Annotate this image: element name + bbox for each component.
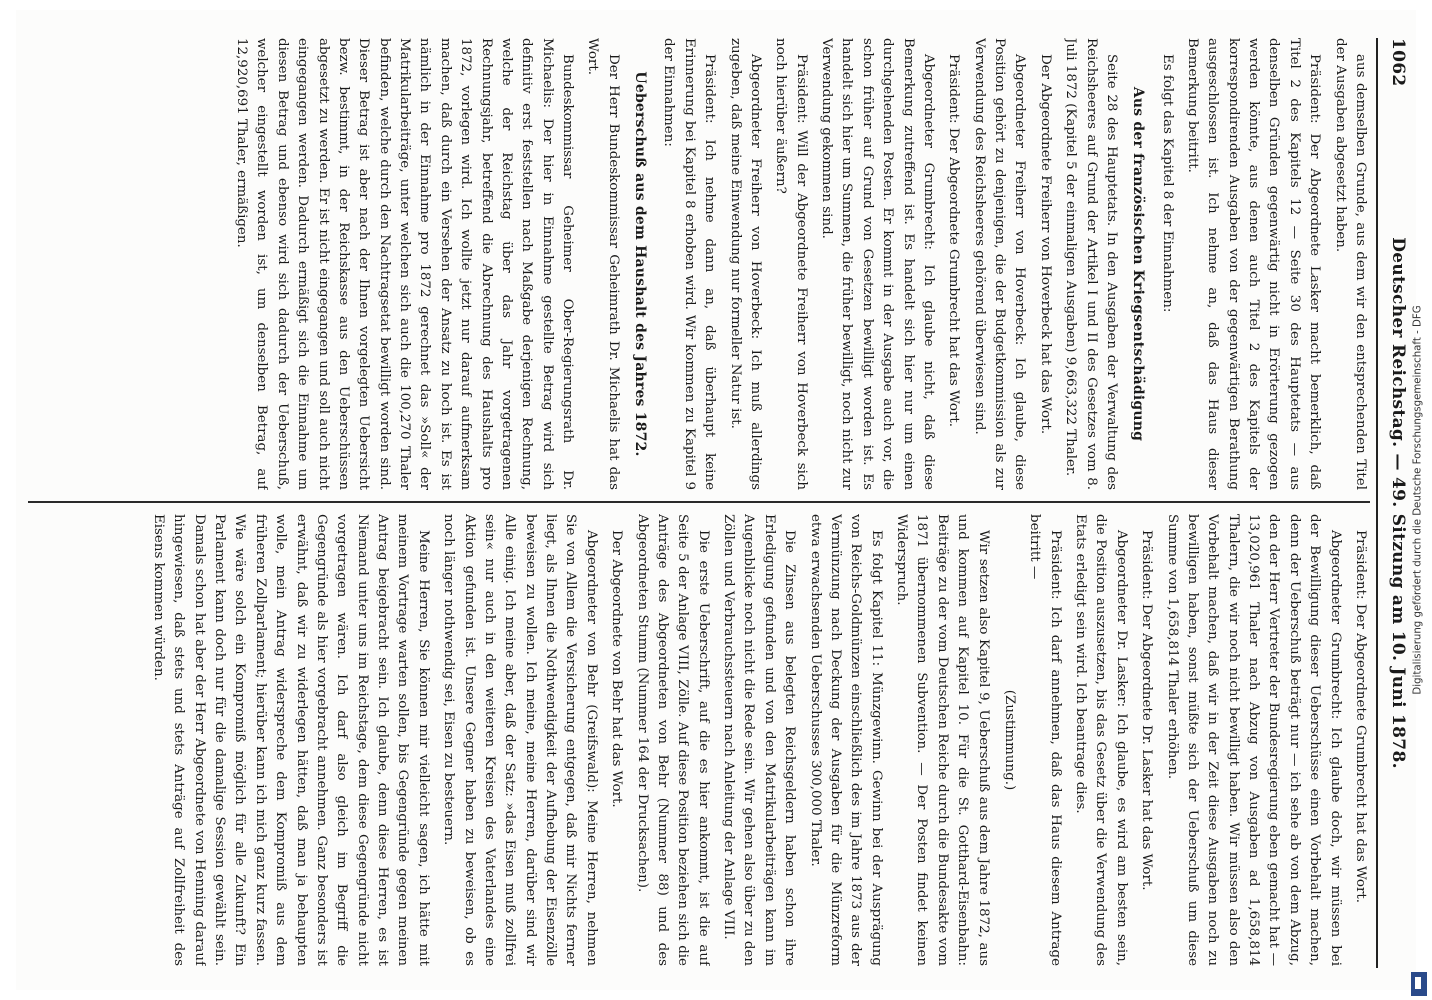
right-column	[28, 514, 1370, 966]
paragraph: Der Abgeordnete Freiherr von Hoverbeck hat das Wort.	[1037, 54, 1053, 435]
paragraph: Abgeordneter Dr. Lasker: Ich glaube, es wird am besten sein, die Position auszusetzen, bis das Gesetz über die Verwendung des Etats erledigt sein wird. Ich beantrage dies.	[1073, 514, 1129, 966]
paragraph: Präsident: Der Abgeordnete Dr. Lasker hat das Wort.	[1139, 530, 1155, 891]
paragraph: Es folgt Kapitel 11: Münzgewinn. Gewinn bei der Ausprägung von Reichs-Goldmünzen einschließlich des im Jahre 1873 aus der Vermünzung nach Deckung der Ausgaben für die Münzreform etwa erwachsenden Ueberschusses 300,000 Thaler.	[807, 514, 884, 966]
paragraph: Die erste Ueberschrift, auf die es hier ankommt, ist die auf Seite 5 der Anlage VIII, Zölle. Auf diese Position beziehen sich die Anträge des Abgeordneten von Behr (Nummer 88) und des Abgeordneten Stumm (Nummer 164 der Drucksachen).	[634, 514, 711, 966]
paragraph: Präsident: Ich nehme dann an, daß überhaupt keine Erinnerung bei Kapitel 8 erhoben wird. Wir kommen zu Kapitel 9 der Einnahmen:	[661, 38, 718, 490]
header-rule	[1376, 38, 1378, 968]
dfg-logo-icon	[1411, 972, 1427, 996]
section-heading: Aus der französischen Kriegsentschädigung	[1130, 86, 1147, 442]
paragraph: Präsident: Ich darf annehmen, daß das Haus diesem Antrage beitritt —	[1027, 514, 1063, 966]
left-column	[28, 38, 1370, 490]
paragraph: Abgeordneter von Behr (Greifswald): Meine Herren, nehmen Sie von Allem die Versicherung entgegen, daß mir Nichts ferner liegt, als Ihnen die Nothwendigkeit der Aufhebung der Eisenzölle beweisen zu wollen. Ich meine, meine Herren, darüber sind wir Alle einig. Ich meine aber, daß der Satz: »das Eisen muß zollfrei sein« nur auch in den weiteren Kreisen des Vaterlandes eine Aktion gefunden ist. Unsere Gegner haben zu beweisen, ob es noch länger nothwendig sei, Eisen zu besteuern.	[441, 514, 599, 966]
interjection: (Zustimmung.)	[1002, 689, 1017, 791]
column-divider	[28, 501, 1370, 503]
page-number: 1062	[1388, 38, 1408, 87]
credit-text: Digitalisierung gefördert durch die Deutsche Forschungsgemeinschaft - DFG	[1412, 305, 1424, 695]
paragraph: Meine Herren, Sie können mir vielleicht sagen, ich hätte mit meinem Vortrage warten sollen, bis Gegengründe gegen meinen Antrag beigebracht sein. Ich glaube, denn diese Herren, es ist Niemand unter uns im Reichstage, dem diese Gegengründe nicht vorgetragen wären. Ich darf also gleich im Begriff die Gegengründe als hier vorgebracht annehmen. Ganz besonders ist erwähnt, daß wir zu widerlegen hätten, daß man ja behaupten wolle, mein Antrag widerspreche dem Kompromiß aus dem früheren Zollparlament; hierüber kann ich mich ganz kurz fassen. Wie wäre solch ein Kompromiß möglich für alle Zukunft? Ein Parlament kann doch nur für die damalige Session gewählt sein. Damals schon hat aber der Herr Abgeordnete von Henning darauf hingewiesen, daß stets und stets Anträge auf Zollfreiheit des Eisens kommen würden.	[151, 514, 431, 966]
header-title: Deutscher Reichstag. — 49. Sitzung am 10. Juni 1878.	[1388, 237, 1408, 769]
paragraph: Präsident: Der Abgeordnete Grumbrecht hat das Wort.	[946, 54, 962, 427]
paragraph: aus demselben Grunde, aus dem wir den entsprechenden Titel der Ausgaben abgesetzt haben.	[1332, 38, 1368, 490]
paragraph: Abgeordneter Freiherr von Hoverbeck: Ich glaube, diese Position gehört zu denjenigen, die der Budgetkommission als zur Verwendung des Reichsheeres gehörend überwiesen sind.	[971, 38, 1028, 490]
paragraph: Die Zinsen aus belegten Reichsgeldern haben schon ihre Erledigung gefunden und von den Matrikularbeiträgen kann im Augenblicke noch nicht die Rede sein. Wir gehen also über zu den Zöllen und Verbrauchssteuern nach Anleitung der Anlage VIII.	[721, 514, 798, 966]
paragraph: Abgeordneter Grumbrecht: Ich glaube nicht, daß diese Bemerkung zutreffend ist. Es handelt sich hier nur um einen durchgehenden Posten. Er kommt in der Ausgabe auch vor, die schon früher auf Grund von Gesetzen bewilligt worden ist. Es handelt sich hier um Summen, die früher bewilligt, noch nicht zur Verwendung gekommen sind.	[819, 38, 936, 490]
paragraph: Es folgt das Kapitel 8 der Einnahmen:	[1159, 54, 1175, 313]
paragraph: Abgeordneter Freiherr von Hoverbeck: Ich muß allerdings zugeben, daß meine Einwendung nur formeller Natur ist.	[727, 38, 763, 490]
paragraph: Seite 28 des Hauptetats. In den Ausgaben der Verwaltung des Reichsheeres auf Grund der Artikel I und II des Gesetzes vom 8. Juli 1872 (Kapitel 5 der einmaligen Ausgaben) 9,663,322 Thaler.	[1063, 38, 1119, 490]
paragraph: Der Herr Bundeskommissar Geheimrath Dr. Michaelis hat das Wort.	[585, 38, 621, 490]
paragraph: Der Abgeordnete von Behr hat das Wort.	[609, 530, 625, 808]
digitization-credit	[1409, 12, 1427, 988]
paragraph: Präsident: Der Abgeordnete Grumbrecht hat das Wort.	[1353, 530, 1368, 903]
paragraph: Präsident: Will der Abgeordnete Freiherr von Hoverbeck sich noch hierüber äußern?	[773, 38, 809, 490]
document-page	[16, 10, 1416, 990]
paragraph: Abgeordneter Grumbrecht: Ich glaube doch, wir müssen bei der Bewilligung dieser Ueberschüsse einen Vorbehalt machen, denn der Ueberschuß beträgt nur — ich sehe ab von dem Abzug, den der Herr Vertreter der Bundesregierung eben gemacht hat — 13,020,961 Thaler nach Abzug von Ausgaben ad 1,658,814 Thalern, die wir noch nicht bewilligt haben. Wir müssen also den Vorbehalt machen, daß wir in der Zeit diese Ausgaben noch zu bewilligen haben, sonst müßte sich der Ueberschuß um diese Summe von 1,658,814 Thaler erhöhen.	[1164, 514, 1343, 966]
running-header	[1382, 38, 1408, 968]
section-heading: Ueberschuß aus dem Haushalt des Jahres 1872.	[632, 71, 649, 457]
paragraph: Wir setzen also Kapitel 9, Ueberschuß aus dem Jahre 1872, aus und kommen auf Kapitel 10. Für die St. Gotthard-Eisenbahn: Beiträge zu der vom Deutschen Reiche durch die Bundesakte vom 1871 übernommenen Subvention. — Der Posten findet keinen Widerspruch.	[894, 514, 991, 966]
paragraph: Präsident: Der Abgeordnete Lasker macht bemerklich, daß Titel 2 des Kapitels 12 — Seite 30 des Hauptetats — aus denselben Gründen gegenwärtig nicht in Erörterung gezogen werden könnte, aus denen auch Titel 2 des Kapitels der korrespondirenden Ausgaben von der gegenwärtigen Berathung ausgeschlossen ist. Ich nehme an, daß das Haus dieser Bemerkung beitritt.	[1185, 38, 1323, 490]
paragraph: Bundeskommissar Geheimer Ober-Regierungsrath Dr. Michaelis: Der hier in Einnahme gestellte Betrag wird sich definitiv erst feststellen nach Maßgabe derjenigen Rechnung, welche der Reichstag über das Jahr vorgetragenen Rechnungsjahr, betreffend die Abrechnung des Haushalts pro 1872, vorlegen wird. Ich wollte jetzt nur darauf aufmerksam machen, daß durch ein Versehen der Ansatz zu hoch ist. Es ist nämlich in der Einnahme pro 1872 gerechnet das »Soll« der Matrikularbeiträge, unter welchen sich auch die 100,270 Thaler befinden, welche durch den Nachtragsetat bewilligt worden sind. Dieser Betrag ist aber nach der Ihnen vorgelegten Uebersicht bezw. bestimmt, in der Reichskasse aus den Ueberschüssen abgesetzt zu werden. Er ist nicht eingegangen und soll auch nicht eingegangen werden. Dadurch ermäßigt sich die Einnahme um diesen Betrag und ebenso wird sich dadurch der Ueberschuß, welcher eingestellt worden ist, um denselben Betrag, auf 12,920,691 Thaler, ermäßigen.	[234, 38, 576, 490]
